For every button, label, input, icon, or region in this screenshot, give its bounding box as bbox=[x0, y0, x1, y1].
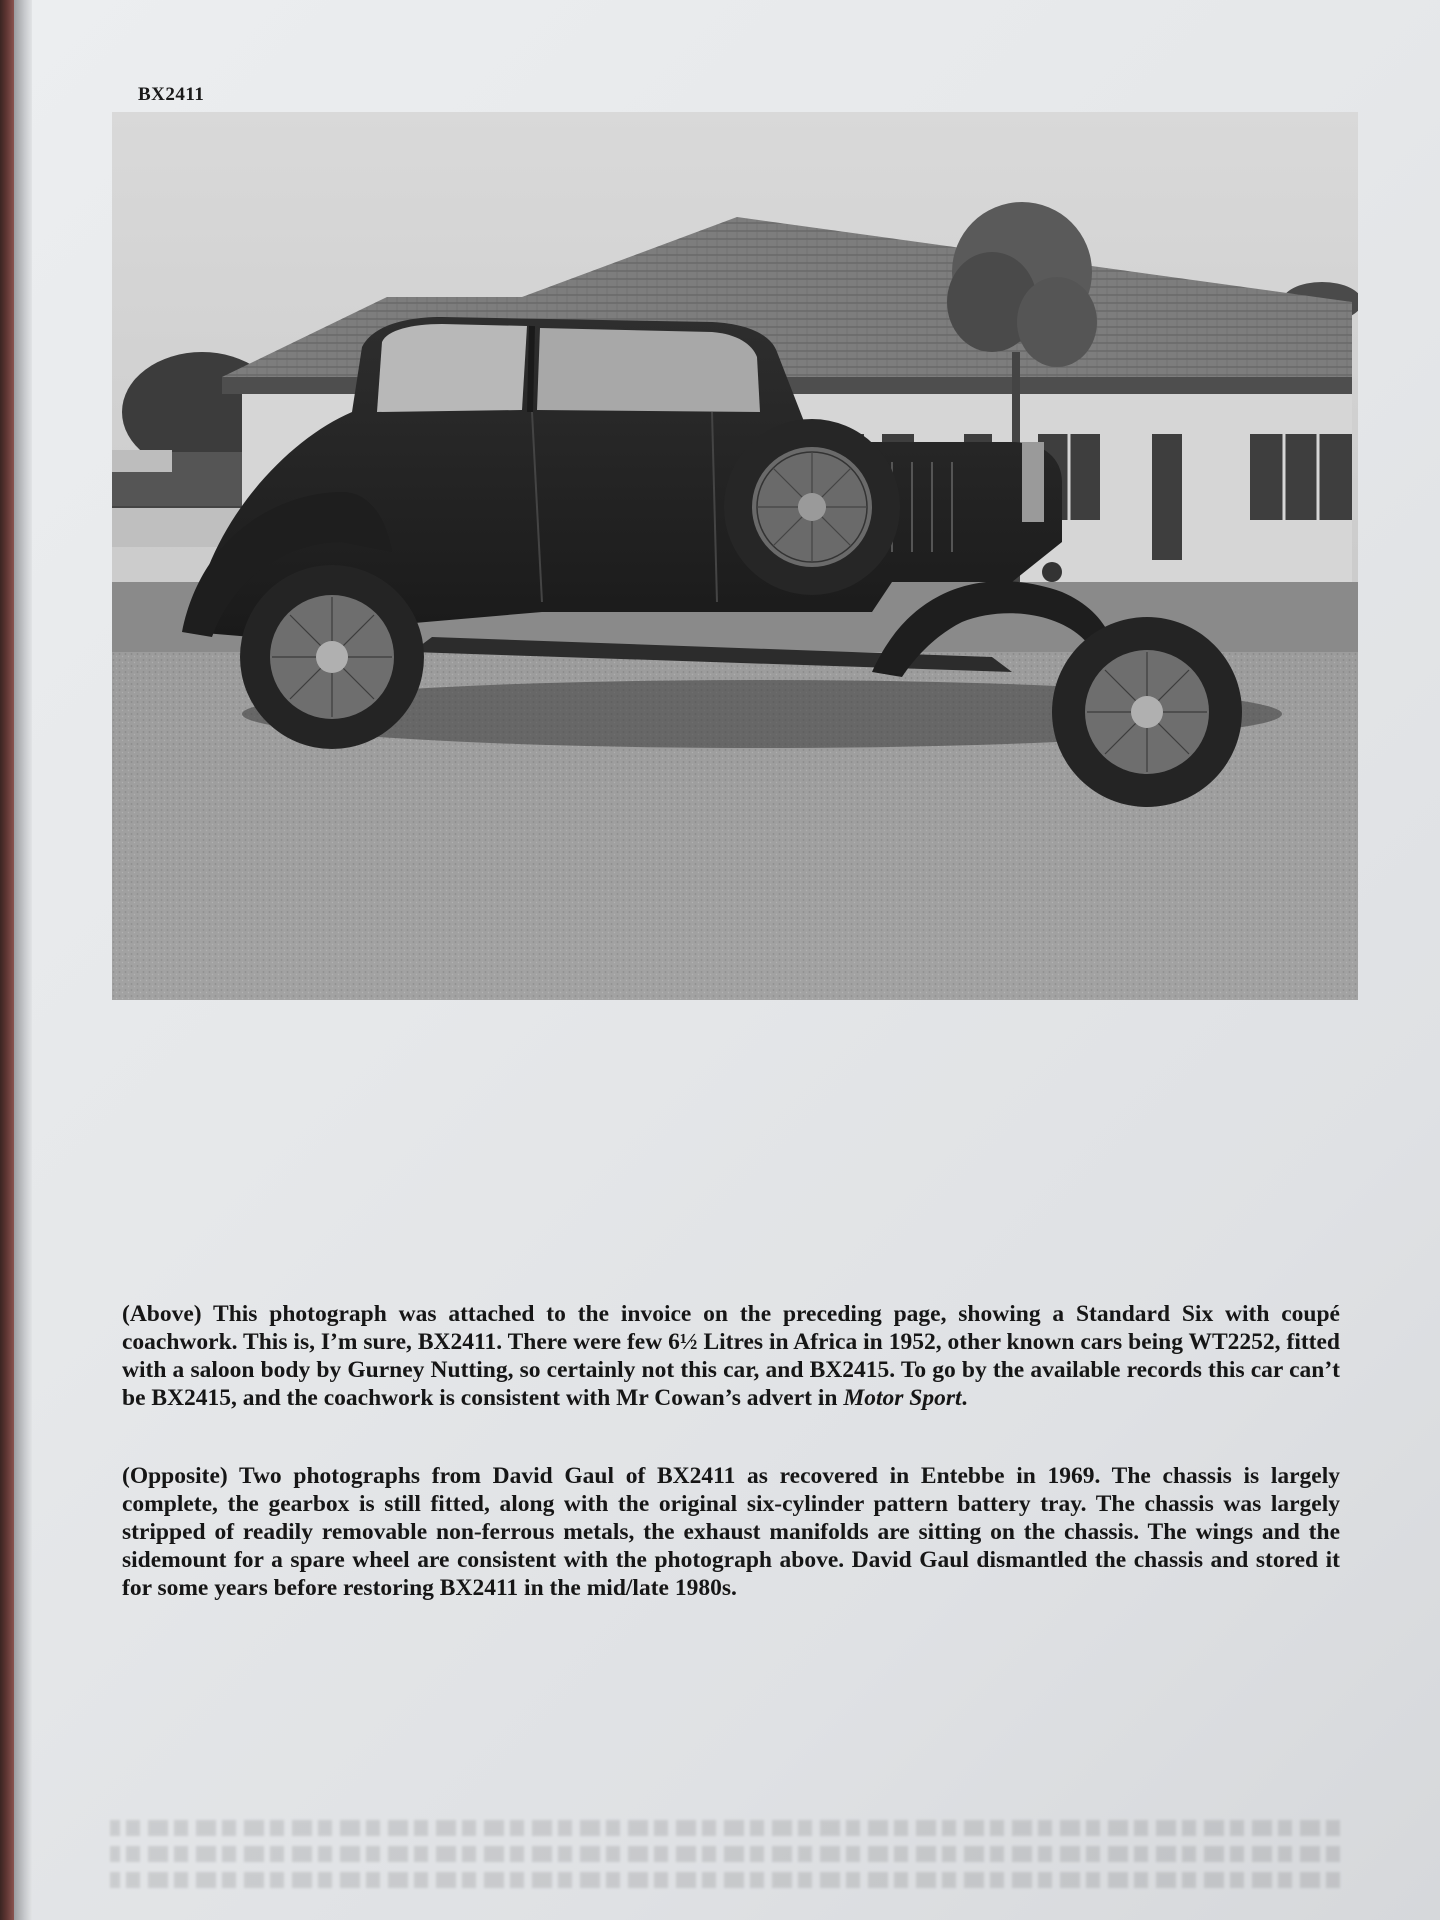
caption-opposite bbox=[122, 1462, 1340, 1602]
caption-above-lead: (Above) bbox=[122, 1301, 202, 1327]
page-header-code: BX2411 bbox=[138, 84, 205, 105]
bleed-through-line bbox=[110, 1846, 1340, 1862]
caption-opposite-lead: (Opposite) bbox=[122, 1463, 228, 1489]
car-photograph bbox=[112, 112, 1358, 1000]
caption-above-publication: Motor Sport bbox=[843, 1385, 962, 1411]
caption-above bbox=[122, 1300, 1340, 1412]
page-edge bbox=[14, 0, 32, 1920]
caption-opposite-text: Two photographs from David Gaul of BX2411 as recovered in Entebbe in 1969. The chassis is largely complete, the gearbox is still fitted, along with the original six-cylinder pattern battery tray. The chassis was largely stripped of readily removable non-ferrous metals, the exhaust manifolds are sitting on the chassis. The wings and the sidemount for a spare wheel are consistent with the photograph above. David Gaul dismantled the chassis and stored it for some years before restoring BX2411 in the mid/late 1980s. bbox=[122, 1463, 1340, 1601]
caption-above-text: This photograph was attached to the invoice on the preceding page, showing a Standard Six with coupé coachwork. This is, I’m sure, BX2411. There were few 6½ Litres in Africa in 1952, other known cars being WT2252, fitted with a saloon body by Gurney Nutting, so certainly not this car, and BX2415. To go by the available records this car can’t be BX2415, and the coachwork is consistent with Mr Cowan’s advert in bbox=[122, 1301, 1340, 1411]
bleed-through-line bbox=[110, 1820, 1340, 1836]
bleed-through-text bbox=[110, 1820, 1340, 1900]
book-spine bbox=[0, 0, 14, 1920]
caption-above-end: . bbox=[961, 1385, 968, 1411]
car-photo-illustration bbox=[112, 112, 1358, 1000]
bleed-through-line bbox=[110, 1872, 1340, 1888]
